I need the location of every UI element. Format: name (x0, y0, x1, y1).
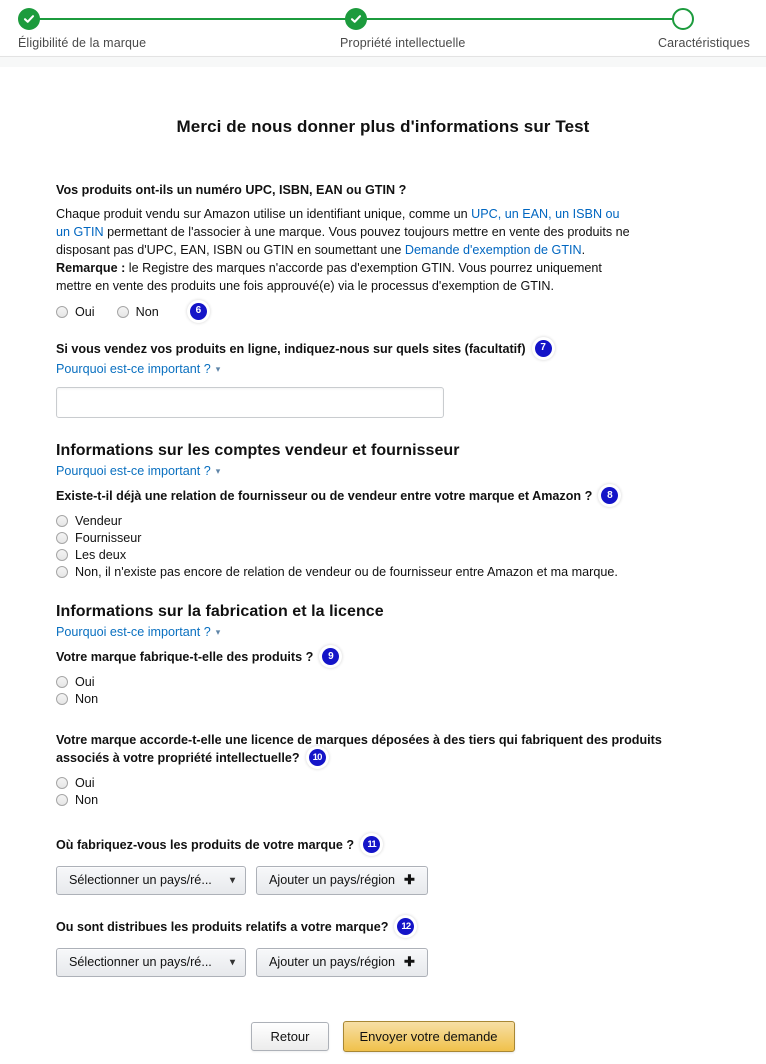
stepper-track (0, 0, 766, 56)
gtin-paragraph-2: permettant de l'associer à une marque. Vous pouvez toujours mettre en vente des produits ne disposant pas d'UPC, EAN, ISBN ou GTIN en soumettant une (56, 225, 630, 258)
radio-circle-icon (56, 549, 68, 561)
manufacturing-why-important-text: Pourquoi est-ce important ? (56, 625, 211, 640)
radio-circle-icon (117, 306, 129, 318)
seller-vendor-question-label: Existe-t-il déjà une relation de fournisseur ou de vendeur entre votre marque et Amazon ? (56, 489, 593, 504)
radio-circle-icon (56, 515, 68, 527)
gtin-question-block (56, 182, 710, 321)
badge-9: 9 (322, 648, 339, 665)
gtin-radio-group (56, 304, 710, 321)
q11-add-country-label: Ajouter un pays/région (269, 873, 396, 888)
chevron-down-icon: ▾ (229, 874, 235, 886)
seller-vendor-why-important-link[interactable] (56, 464, 220, 478)
stepper-step-2-label: Propriété intellectuelle (340, 36, 466, 50)
badge-6: 6 (190, 303, 207, 320)
sites-question-label: Si vous vendez vos produits en ligne, indiquez-nous sur quels sites (facultatif) (56, 341, 526, 356)
plus-icon: ✚ (404, 953, 415, 969)
seller-vendor-radio-aucune[interactable] (56, 565, 710, 579)
q9-option-1: Non (75, 692, 99, 707)
radio-circle-icon (56, 777, 68, 789)
seller-vendor-option-3: Non, il n'existe pas encore de relation de vendeur ou de fournisseur entre Amazon et ma marque. (75, 565, 618, 580)
q11-country-select[interactable] (56, 866, 246, 895)
seller-vendor-radio-fournisseur[interactable] (56, 531, 710, 545)
radio-circle-icon (56, 676, 68, 688)
seller-vendor-question-row (56, 488, 710, 506)
chevron-down-icon: ▾ (229, 956, 235, 968)
q11-question-label: Où fabriquez-vous les produits de votre marque ? (56, 837, 355, 852)
badge-11: 11 (363, 836, 380, 853)
badge-10: 10 (309, 749, 326, 766)
q10-option-1: Non (75, 792, 99, 807)
q10-option-0: Oui (75, 775, 95, 790)
q10-radio-non[interactable] (56, 793, 710, 807)
sites-question-block (56, 341, 710, 419)
stepper-connector-1 (38, 18, 348, 20)
badge-12: 12 (397, 918, 414, 935)
q9-radio-oui[interactable] (56, 675, 710, 689)
gtin-identifiers-link[interactable]: UPC, un EAN, un ISBN ou un GTIN (56, 206, 620, 239)
gtin-paragraph-1: Chaque produit vendu sur Amazon utilise un identifiant unique, comme un (56, 206, 472, 221)
submit-request-button[interactable]: Envoyer votre demande (343, 1021, 515, 1052)
chevron-down-icon: ▾ (215, 627, 221, 638)
q12-country-select-value: Sélectionner un pays/ré... (69, 955, 212, 970)
seller-vendor-section (56, 442, 710, 579)
radio-circle-icon (56, 693, 68, 705)
plus-icon: ✚ (404, 871, 415, 887)
gtin-radio-non[interactable] (117, 305, 159, 319)
check-icon (18, 8, 40, 30)
gtin-radio-oui-label: Oui (75, 305, 95, 319)
seller-vendor-radio-les-deux[interactable] (56, 548, 710, 562)
page-title: Merci de nous donner plus d'informations sur Test (176, 117, 590, 136)
stepper-step-3-label: Caractéristiques (658, 36, 750, 50)
gtin-radio-oui[interactable] (56, 305, 95, 319)
q10-question-label: Votre marque accorde-t-elle une licence de marques déposées à des tiers qui fabriquent des produits associés à votre propriété intellectuelle? (56, 733, 662, 765)
check-icon (345, 8, 367, 30)
back-button[interactable]: Retour (251, 1022, 328, 1051)
gtin-exemption-link[interactable]: Demande d'exemption de GTIN (404, 243, 582, 258)
radio-circle-icon (56, 306, 68, 318)
seller-vendor-why-important-text: Pourquoi est-ce important ? (56, 464, 211, 479)
progress-stepper (0, 0, 766, 82)
q12-country-select[interactable] (56, 948, 246, 977)
q12-add-country-button[interactable] (256, 948, 428, 977)
q12-question-label: Ou sont distribues les produits relatifs a votre marque? (56, 919, 389, 934)
q9-option-0: Oui (75, 675, 95, 690)
sites-input[interactable] (56, 387, 444, 418)
q12-add-country-label: Ajouter un pays/région (269, 955, 396, 970)
registration-form (0, 182, 766, 1064)
radio-circle-icon (56, 794, 68, 806)
gtin-paragraph-3: . (581, 243, 586, 258)
q12-question-row (56, 919, 710, 937)
main-content (0, 117, 766, 1064)
q11-country-select-value: Sélectionner un pays/ré... (69, 873, 212, 888)
q9-radio-group (56, 675, 710, 706)
page-background-strip (0, 57, 766, 67)
seller-vendor-radio-vendeur[interactable] (56, 514, 710, 528)
gtin-radio-non-label: Non (135, 305, 159, 319)
chevron-down-icon: ▾ (215, 466, 221, 477)
q10-radio-group (56, 776, 710, 807)
stepper-connector-2 (365, 18, 675, 20)
manufacturing-section-title: Informations sur la fabrication et la licence (56, 603, 384, 621)
q9-question-label: Votre marque fabrique-t-elle des produits ? (56, 650, 314, 665)
seller-vendor-section-title: Informations sur les comptes vendeur et fournisseur (56, 442, 460, 460)
seller-vendor-radio-group (56, 514, 710, 579)
chevron-down-icon: ▾ (215, 364, 221, 375)
gtin-note-label: Remarque : (56, 261, 126, 276)
stepper-step-1-label: Éligibilité de la marque (18, 36, 147, 50)
circle-outline-icon (672, 8, 694, 30)
manufacturing-section (56, 603, 710, 976)
q11-question-row (56, 837, 710, 855)
q9-question-row (56, 649, 710, 667)
q9-radio-non[interactable] (56, 692, 710, 706)
gtin-note-text: le Registre des marques n'accorde pas d'exemption GTIN. Vous pourrez uniquement mettre en vente des produits une fois approuvé(e) via le processus d'exemption de GTIN. (56, 261, 602, 294)
sites-why-important-link[interactable] (56, 362, 220, 376)
seller-vendor-option-1: Fournisseur (75, 531, 142, 546)
seller-vendor-option-2: Les deux (75, 548, 127, 563)
gtin-description (56, 205, 636, 296)
seller-vendor-option-0: Vendeur (75, 514, 122, 529)
manufacturing-why-important-link[interactable] (56, 625, 220, 639)
form-footer (56, 1021, 710, 1064)
q10-question-row (56, 732, 710, 768)
badge-7: 7 (535, 340, 552, 357)
sites-why-important-text: Pourquoi est-ce important ? (56, 362, 211, 377)
q11-country-row (56, 866, 710, 895)
q11-add-country-button[interactable] (256, 866, 428, 895)
radio-circle-icon (56, 532, 68, 544)
badge-8: 8 (601, 487, 618, 504)
q12-country-row (56, 948, 710, 977)
radio-circle-icon (56, 566, 68, 578)
sites-question-row (56, 341, 710, 359)
q10-radio-oui[interactable] (56, 776, 710, 790)
gtin-question-label: Vos produits ont-ils un numéro UPC, ISBN, EAN ou GTIN ? (56, 183, 407, 197)
